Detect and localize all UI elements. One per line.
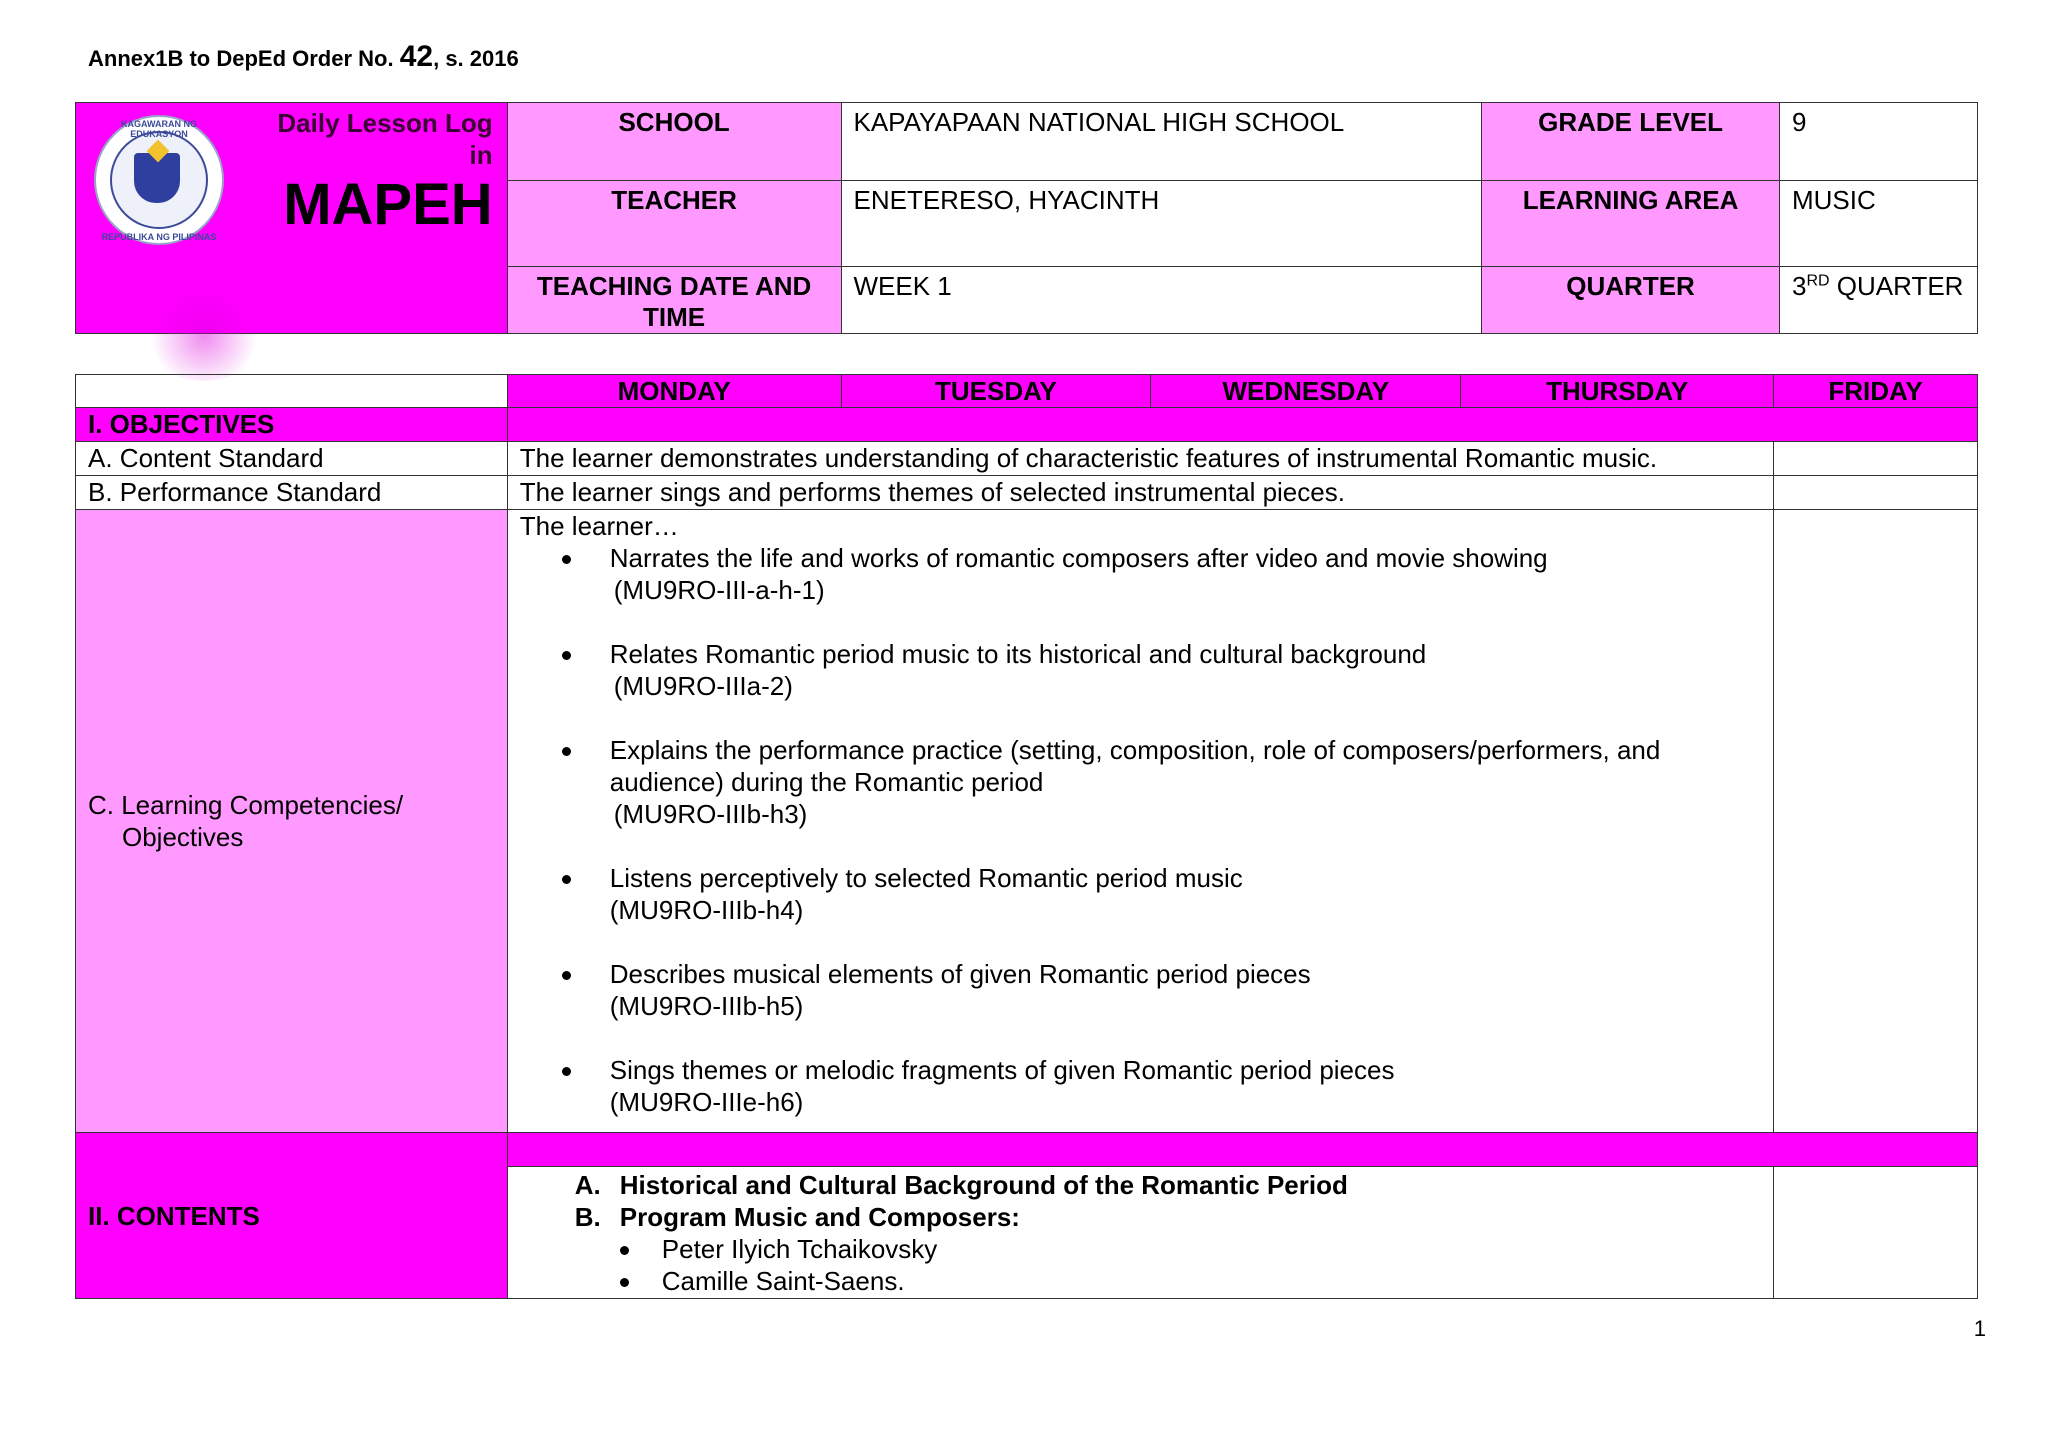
list-item: Camille Saint-Saens. bbox=[520, 1265, 1761, 1297]
contents-list bbox=[507, 1167, 1773, 1299]
day-monday: MONDAY bbox=[507, 375, 841, 408]
day-wednesday: WEDNESDAY bbox=[1151, 375, 1461, 408]
performance-standard-text: The learner sings and performs themes of selected instrumental pieces. bbox=[507, 476, 1773, 510]
school-value: KAPAYAPAAN NATIONAL HIGH SCHOOL bbox=[841, 103, 1482, 181]
competencies-label: C. Learning Competencies/ Objectives bbox=[76, 510, 508, 1133]
learning-area-value: MUSIC bbox=[1780, 181, 1978, 267]
teaching-date-value: WEEK 1 bbox=[841, 267, 1482, 334]
page-number: 1 bbox=[1973, 1316, 1986, 1341]
list-item: Relates Romantic period music to its historical and cultural background (MU9RO-IIIa-2) bbox=[520, 638, 1761, 702]
list-item: A. Historical and Cultural Background of the Romantic Period bbox=[574, 1170, 1348, 1200]
list-item: Sings themes or melodic fragments of given Romantic period pieces (MU9RO-IIIe-h6) bbox=[520, 1054, 1761, 1118]
annex-title: Annex1B to DepEd Order No. 42, s. 2016 bbox=[88, 40, 519, 73]
content-standard-text: The learner demonstrates understanding of characteristic features of instrumental Romantic music. bbox=[507, 442, 1773, 476]
performance-standard-label: B. Performance Standard bbox=[76, 476, 508, 510]
teacher-value: ENETERESO, HYACINTH bbox=[841, 181, 1482, 267]
list-item: Peter Ilyich Tchaikovsky bbox=[520, 1233, 1761, 1265]
list-item: Describes musical elements of given Romantic period pieces (MU9RO-IIIb-h5) bbox=[520, 958, 1761, 1022]
list-item: Explains the performance practice (setting, composition, role of composers/performers, and audience) during the Romantic period (MU9RO-IIIb-h3) bbox=[520, 734, 1761, 830]
header-table bbox=[75, 102, 1978, 334]
dll-title: Daily Lesson Log in bbox=[277, 108, 493, 170]
grade-level-value: 9 bbox=[1780, 103, 1978, 181]
day-tuesday: TUESDAY bbox=[841, 375, 1151, 408]
competencies-intro: The learner… bbox=[519, 511, 679, 541]
subject-title: MAPEH bbox=[283, 172, 493, 237]
list-item: Listens perceptively to selected Romantic period music (MU9RO-IIIb-h4) bbox=[520, 862, 1761, 926]
competencies-list bbox=[507, 510, 1773, 1133]
deped-seal-icon: KAGAWARAN NG EDUKASYON REPUBLIKA NG PILIPINAS bbox=[94, 115, 224, 245]
school-label: SCHOOL bbox=[507, 103, 841, 181]
quarter-label: QUARTER bbox=[1482, 267, 1780, 334]
learning-area-label: LEARNING AREA bbox=[1482, 181, 1780, 267]
day-friday: FRIDAY bbox=[1774, 375, 1978, 408]
grade-level-label: GRADE LEVEL bbox=[1482, 103, 1780, 181]
day-thursday: THURSDAY bbox=[1461, 375, 1774, 408]
logo-title-cell bbox=[76, 103, 508, 334]
quarter-value: 3RD QUARTER bbox=[1780, 267, 1978, 334]
lesson-table bbox=[75, 374, 1978, 1299]
teacher-label: TEACHER bbox=[507, 181, 841, 267]
teaching-date-label: TEACHING DATE AND TIME bbox=[507, 267, 841, 334]
content-standard-label: A. Content Standard bbox=[76, 442, 508, 476]
list-item: B. Program Music and Composers: bbox=[574, 1202, 1020, 1232]
list-item: Narrates the life and works of romantic composers after video and movie showing (MU9RO-III-a-h-1) bbox=[520, 542, 1761, 606]
objectives-heading: I. OBJECTIVES bbox=[76, 408, 508, 442]
contents-heading: II. CONTENTS bbox=[76, 1133, 508, 1299]
